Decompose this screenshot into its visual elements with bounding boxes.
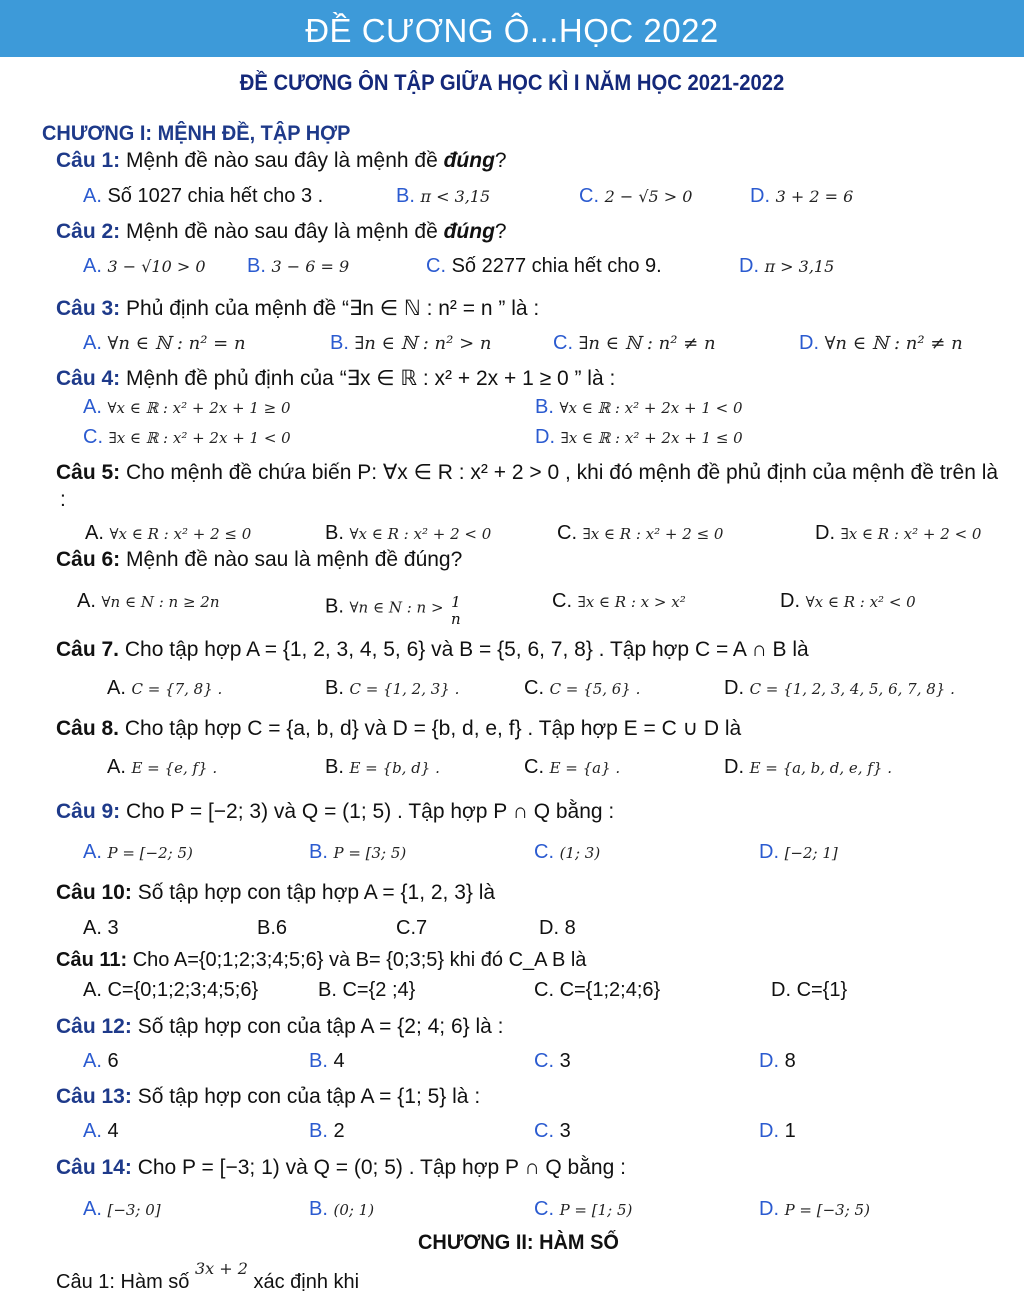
question-4: Câu 4: Mệnh đề phủ định của “∃x ∈ ℝ : x² + 2x + 1 ≥ 0 ” là : (56, 367, 616, 390)
q2-option-c: C. Số 2277 chia hết cho 9. (426, 255, 662, 277)
q13-option-a: A. 4 (83, 1120, 119, 1142)
q7-option-d: D. C = {1, 2, 3, 4, 5, 6, 7, 8} . (724, 677, 955, 699)
q2-option-d: D. π > 3,15 (739, 255, 835, 277)
question-9: Câu 9: Cho P = [−2; 3) và Q = (1; 5) . Tập hợp P ∩ Q bằng : (56, 800, 615, 823)
q13-option-d: D. 1 (759, 1120, 796, 1142)
q11-option-b: B. C={2 ;4} (318, 979, 416, 1001)
q4-option-d: D. ∃x ∈ ℝ : x² + 2x + 1 ≤ 0 (535, 426, 743, 448)
q4-option-a: A. ∀x ∈ ℝ : x² + 2x + 1 ≥ 0 (83, 396, 291, 418)
question-1: Câu 1: Mệnh đề nào sau đây là mệnh đề đúng? (56, 149, 507, 172)
q6-option-d: D. ∀x ∈ R : x² < 0 (780, 590, 916, 612)
q1-option-d: D. 3 + 2 = 6 (750, 185, 854, 207)
question-13: Câu 13: Số tập hợp con của tập A = {1; 5} là : (56, 1085, 481, 1108)
q14-option-c: C. P = [1; 5) (534, 1198, 633, 1220)
q9-option-d: D. [−2; 1] (759, 841, 838, 863)
q13-option-b: B. 2 (309, 1120, 345, 1142)
question-5: Câu 5: Cho mệnh đề chứa biến P: ∀x ∈ R : x² + 2 > 0 , khi đó mệnh đề phủ định của mệnh đề trên là (56, 461, 999, 484)
q4-option-b: B. ∀x ∈ ℝ : x² + 2x + 1 < 0 (535, 396, 743, 418)
q10-option-a: A. 3 (83, 917, 119, 939)
q8-option-b: B. E = {b, d} . (325, 756, 440, 778)
question-8: Câu 8. Cho tập hợp C = {a, b, d} và D = {b, d, e, f} . Tập hợp E = C ∪ D là (56, 717, 742, 740)
q12-option-c: C. 3 (534, 1050, 571, 1072)
question-12: Câu 12: Số tập hợp con của tập A = {2; 4; 6} là : (56, 1015, 504, 1038)
q8-option-d: D. E = {a, b, d, e, f} . (724, 756, 892, 778)
q10-option-d: D. 8 (539, 917, 576, 939)
question-7: Câu 7. Cho tập hợp A = {1, 2, 3, 4, 5, 6} và B = {5, 6, 7, 8} . Tập hợp C = A ∩ B là (56, 638, 809, 661)
q1-option-b: B. π < 3,15 (396, 185, 491, 207)
chapter-1-heading: CHƯƠNG I: MỆNH ĐỀ, TẬP HỢP (42, 122, 351, 145)
q11-option-a: A. C={0;1;2;3;4;5;6} (83, 979, 259, 1001)
q3-option-c: C. ∃n ∈ ℕ : n² ≠ n (553, 332, 716, 354)
q2-option-a: A. 3 − √10 > 0 (83, 255, 206, 277)
q7-option-a: A. C = {7, 8} . (107, 677, 223, 699)
chapter-2-heading: CHƯƠNG II: HÀM SỐ (418, 1231, 619, 1254)
q3-option-d: D. ∀n ∈ ℕ : n² ≠ n (799, 332, 963, 354)
q12-option-b: B. 4 (309, 1050, 345, 1072)
q14-option-b: B. (0; 1) (309, 1198, 375, 1220)
q9-option-c: C. (1; 3) (534, 841, 601, 863)
q14-option-d: D. P = [−3; 5) (759, 1198, 870, 1220)
q4-option-c: C. ∃x ∈ ℝ : x² + 2x + 1 < 0 (83, 426, 291, 448)
q10-option-b: B.6 (257, 917, 288, 939)
document-title: ĐỀ CƯƠNG ÔN TẬP GIỮA HỌC KÌ I NĂM HỌC 2021-2022 (239, 70, 785, 95)
question-3: Câu 3: Phủ định của mệnh đề “∃n ∈ ℕ : n² = n ” là : (56, 297, 540, 320)
q7-option-b: B. C = {1, 2, 3} . (325, 677, 460, 699)
q5-option-d: D. ∃x ∈ R : x² + 2 < 0 (815, 522, 982, 544)
q5-option-a: A. ∀x ∈ R : x² + 2 ≤ 0 (85, 522, 252, 544)
question-2: Câu 2: Mệnh đề nào sau đây là mệnh đề đúng? (56, 220, 507, 243)
chapter-2-question-1: Câu 1: Hàm số $^{3x + 2}$ xác định khi (56, 1259, 360, 1293)
q13-option-c: C. 3 (534, 1120, 571, 1142)
q1-option-a: A. Số 1027 chia hết cho 3 . (83, 185, 324, 207)
question-11: Câu 11: Cho A={0;1;2;3;4;5;6} và B= {0;3;5} khi đó C_A B là (56, 949, 587, 971)
q12-option-d: D. 8 (759, 1050, 796, 1072)
question-14: Câu 14: Cho P = [−3; 1) và Q = (0; 5) . Tập hợp P ∩ Q bằng : (56, 1156, 626, 1179)
question-10: Câu 10: Số tập hợp con tập hợp A = {1, 2, 3} là (56, 881, 496, 904)
q12-option-a: A. 6 (83, 1050, 119, 1072)
q2-option-b: B. 3 − 6 = 9 (247, 255, 350, 277)
q10-option-c: C.7 (396, 917, 428, 939)
q6-option-b: B. ∀n ∈ N : n > 1 n (325, 593, 461, 628)
q7-option-c: C. C = {5, 6} . (524, 677, 641, 699)
q5-option-c: C. ∃x ∈ R : x² + 2 ≤ 0 (557, 522, 724, 544)
app-title-bar (0, 0, 1024, 57)
fraction-1-over-n: 1 n (451, 593, 461, 628)
q6-option-c: C. ∃x ∈ R : x > x² (552, 590, 686, 612)
q8-option-a: A. E = {e, f} . (107, 756, 218, 778)
q9-option-a: A. P = [−2; 5) (83, 841, 193, 863)
q3-option-b: B. ∃n ∈ ℕ : n² > n (330, 332, 492, 354)
q1-option-c: C. 2 − √5 > 0 (579, 185, 693, 207)
q6-option-a: A. ∀n ∈ N : n ≥ 2n (77, 590, 220, 612)
q3-option-a: A. ∀n ∈ ℕ : n² = n (83, 332, 246, 354)
question-6: Câu 6: Mệnh đề nào sau là mệnh đề đúng? (56, 548, 463, 571)
q8-option-c: C. E = {a} . (524, 756, 621, 778)
q5-option-b: B. ∀x ∈ R : x² + 2 < 0 (325, 522, 492, 544)
question-5-continuation: : (60, 488, 66, 511)
q11-option-d: D. C={1} (771, 979, 848, 1001)
app-title: ĐỀ CƯƠNG Ô...HỌC 2022 (305, 12, 719, 49)
q11-option-c: C. C={1;2;4;6} (534, 979, 661, 1001)
q9-option-b: B. P = [3; 5) (309, 841, 407, 863)
q14-option-a: A. [−3; 0] (83, 1198, 161, 1220)
